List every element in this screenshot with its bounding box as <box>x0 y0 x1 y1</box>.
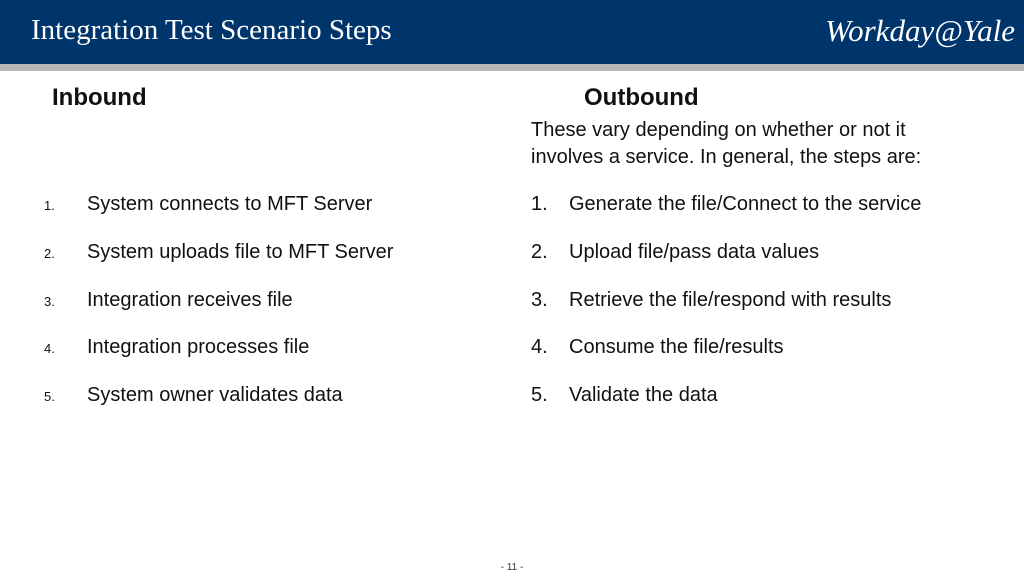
list-item <box>531 288 1011 336</box>
step-text: Retrieve the file/respond with results <box>569 288 892 311</box>
step-number: 3. <box>531 288 548 311</box>
list-item <box>44 335 484 383</box>
page-number: - 11 - <box>500 562 524 573</box>
step-number: 4. <box>531 336 548 359</box>
list-item <box>531 192 1011 240</box>
inbound-heading: Inbound <box>52 84 147 111</box>
step-text: System uploads file to MFT Server <box>87 240 394 263</box>
inbound-steps-list <box>44 192 484 431</box>
list-item <box>531 240 1011 288</box>
outbound-steps-list <box>531 192 1011 431</box>
step-number: 4. <box>44 341 55 357</box>
step-text: Generate the file/Connect to the service <box>569 193 922 215</box>
step-text: Consume the file/results <box>569 336 784 359</box>
list-item <box>531 335 1011 383</box>
step-number: 1. <box>44 198 55 213</box>
outbound-description: These vary depending on whether or not it involves a service. In general, the steps are: <box>531 119 922 168</box>
step-number: 1. <box>531 193 548 215</box>
header-divider <box>0 64 1024 71</box>
step-text: Integration processes file <box>87 336 310 359</box>
step-text: System owner validates data <box>87 384 343 406</box>
list-item <box>44 240 484 288</box>
list-item <box>44 192 484 240</box>
step-text: System connects to MFT Server <box>87 193 373 215</box>
step-number: 5. <box>531 384 548 406</box>
step-number: 5. <box>44 389 55 404</box>
list-item <box>531 383 1011 431</box>
list-item <box>44 383 484 431</box>
step-text: Validate the data <box>569 384 718 406</box>
step-text: Integration receives file <box>87 288 293 311</box>
outbound-heading: Outbound <box>584 84 699 111</box>
step-number: 2. <box>44 245 55 261</box>
header-bar <box>0 0 1024 64</box>
step-number: 3. <box>44 293 55 309</box>
list-item <box>44 288 484 336</box>
brand-logo-text: Workday@Yale <box>825 13 1015 48</box>
step-text: Upload file/pass data values <box>569 240 820 263</box>
slide-title: Integration Test Scenario Steps <box>31 14 392 46</box>
step-number: 2. <box>531 240 548 263</box>
